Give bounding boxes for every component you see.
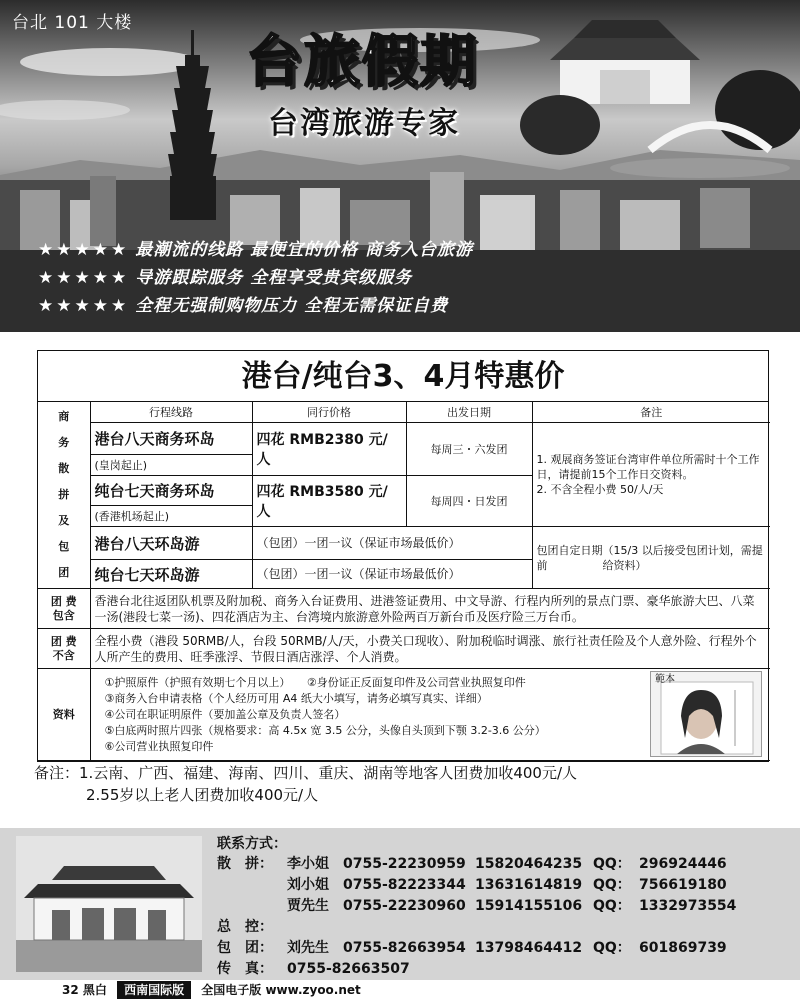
gate-icon — [16, 836, 202, 972]
contact-phone[interactable]: 0755-82663954 — [343, 940, 466, 956]
contact-mobile[interactable]: 13631614819 — [475, 877, 583, 893]
tower-label: 台北 101 大楼 — [12, 13, 133, 33]
contact-row — [217, 959, 736, 980]
contact-row — [217, 854, 736, 875]
route-note: (香港机场起止) — [90, 506, 252, 527]
header-row — [38, 402, 770, 423]
remark-line: 备注：1.云南、广西、福建、海南、四川、重庆、湖南等地客人团费加收400元/人 — [34, 764, 577, 782]
doc-item: ⑥公司营业执照复印件 — [104, 739, 214, 753]
note-item: 1. 观展商务签证台湾审件单位所需时十个工作日，请提前15个工作日交资料。 — [536, 453, 760, 481]
docs-cell — [90, 669, 770, 761]
memorial-gate-photo — [16, 836, 202, 972]
route-price: 四花 RMB2380 元/人 — [252, 423, 406, 476]
table-row — [38, 527, 770, 560]
included-text: 香港台北往返团队机票及附加税、商务入台证费用、进港签证费用、中文导游、行程内所列的景点门票、豪华旅游大巴、八菜一汤(港段七菜一汤)、四花酒店为主、台湾境内旅游意外险两百万新台币及医疗险三万台币。 — [90, 589, 770, 629]
contact-phone[interactable]: 0755-22230959 — [343, 856, 466, 872]
doc-item: ⑤白底两时照片四张（规格要求：高 4.5x 宽 3.5 公分，头像自头顶到下颚 3.2-3.6 公分） — [104, 723, 546, 737]
table-row — [38, 669, 770, 761]
contact-label: 散 拼： — [217, 856, 273, 872]
qq-label: QQ： — [593, 877, 631, 893]
star-icons: ★★★★★ — [38, 240, 130, 260]
contact-name: 李小姐 — [287, 856, 329, 872]
contact-qq[interactable]: 601869739 — [639, 940, 727, 956]
table-row — [38, 629, 770, 669]
group-note: 包团自定日期（15/3 以后接受包团计划，需提前 给资料） — [532, 527, 770, 589]
contact-label: 包 团： — [217, 940, 273, 956]
contact-qq[interactable]: 1332973554 — [639, 898, 737, 914]
doc-item: ③商务入台申请表格（个人经历可用 A4 纸大小填写，请务必填写真实、详细） — [104, 691, 488, 705]
table-row — [38, 589, 770, 629]
star-icons: ★★★★★ — [38, 268, 130, 288]
group-tour-price: （包团）一团一议（保证市场最低价） — [252, 560, 532, 589]
contact-name: 刘小姐 — [287, 877, 329, 893]
doc-item: ①护照原件（护照有效期七个月以上） ②身份证正反面复印件及公司营业执照复印件 — [104, 675, 526, 689]
fax-number[interactable]: 0755-82663507 — [287, 961, 410, 977]
slogan-text: 导游跟踪服务 全程享受贵宾级服务 — [135, 268, 413, 288]
docs-label: 资料 — [38, 669, 90, 761]
route-departure: 每周四・日发团 — [406, 476, 532, 527]
contact-row — [217, 938, 736, 959]
fax-label: 传 真： — [217, 961, 273, 977]
header-departure: 出发日期 — [406, 402, 532, 423]
slogan-text: 最潮流的线路 最便宜的价格 商务入台旅游 — [135, 240, 474, 260]
contact-row — [217, 917, 736, 938]
slogan-line — [38, 236, 473, 264]
contact-phone[interactable]: 0755-22230960 — [343, 898, 466, 914]
slogan-text: 全程无强制购物压力 全程无需保证自费 — [135, 296, 449, 316]
contact-block — [217, 834, 736, 980]
side-label: 商 务 散 拼 及 包 团 — [38, 402, 90, 589]
route-name: 纯台七天商务环岛 — [90, 476, 252, 506]
contact-mobile[interactable]: 15820464235 — [475, 856, 583, 872]
doc-item: ④公司在职证明原件（要加盖公章及负责人签名） — [104, 707, 346, 721]
contact-phone[interactable]: 0755-82223344 — [343, 877, 466, 893]
contact-section — [0, 828, 800, 980]
contact-qq[interactable]: 296924446 — [639, 856, 727, 872]
included-label: 团 费 包含 — [38, 589, 90, 629]
contact-name: 贾先生 — [287, 898, 329, 914]
qq-label: QQ： — [593, 898, 631, 914]
route-name: 港台八天商务环岛 — [90, 423, 252, 455]
route-price: 四花 RMB3580 元/人 — [252, 476, 406, 527]
sample-photo — [650, 671, 762, 757]
offer-table — [37, 350, 769, 762]
page-number: 32 黑白 — [62, 983, 107, 997]
contact-row — [217, 896, 736, 917]
edition-url[interactable]: 全国电子版 www.zyoo.net — [201, 983, 361, 997]
header-route: 行程线路 — [90, 402, 252, 423]
photo-caption: 範本 — [655, 674, 675, 685]
excluded-text: 全程小费（港段 50RMB/人，台段 50RMB/人/天，小费关口现收）、附加税临时调涨、旅行社责任险及个人意外险、行程外个人所产生的费用、旺季涨浮、节假日酒店涨浮、个人消费。 — [90, 629, 770, 669]
note-item: 2. 不含全程小费 50/人/天 — [536, 483, 664, 496]
route-departure: 每周三・六发团 — [406, 423, 532, 476]
qq-label: QQ： — [593, 940, 631, 956]
contact-qq[interactable]: 756619180 — [639, 877, 727, 893]
slogan-line — [38, 292, 473, 320]
offer-grid — [38, 402, 770, 761]
slogan-line — [38, 264, 473, 292]
group-tour-price: （包团）一团一议（保证市场最低价） — [252, 527, 532, 560]
edition-brand: 西南国际版 — [117, 981, 191, 999]
remark-line: 2.55岁以上老人团费加收400元/人 — [86, 786, 319, 804]
remarks — [34, 762, 577, 806]
header-price: 同行价格 — [252, 402, 406, 423]
group-tour-name: 纯台七天环岛游 — [90, 560, 252, 589]
qq-label: QQ： — [593, 856, 631, 872]
contact-name: 刘先生 — [287, 940, 329, 956]
table-row — [38, 423, 770, 455]
brand-subtitle: 台湾旅游专家 — [268, 106, 460, 141]
notes-cell — [532, 423, 770, 527]
hero-banner — [0, 0, 800, 332]
excluded-label: 团 费 不含 — [38, 629, 90, 669]
offer-title: 港台/纯台3、4月特惠价 — [38, 351, 768, 402]
header-notes: 备注 — [532, 402, 770, 423]
contact-heading: 联系方式： — [217, 836, 287, 852]
contact-mobile[interactable]: 13798464412 — [475, 940, 583, 956]
star-icons: ★★★★★ — [38, 296, 130, 316]
contact-mobile[interactable]: 15914155106 — [475, 898, 583, 914]
group-tour-name: 港台八天环岛游 — [90, 527, 252, 560]
slogan-list — [38, 236, 473, 320]
brand-title: 台旅假期 — [246, 29, 478, 95]
route-note: (皇岗起止) — [90, 455, 252, 476]
chief-label: 总 控： — [217, 919, 273, 935]
contact-row — [217, 875, 736, 896]
page-footer — [0, 980, 800, 1000]
